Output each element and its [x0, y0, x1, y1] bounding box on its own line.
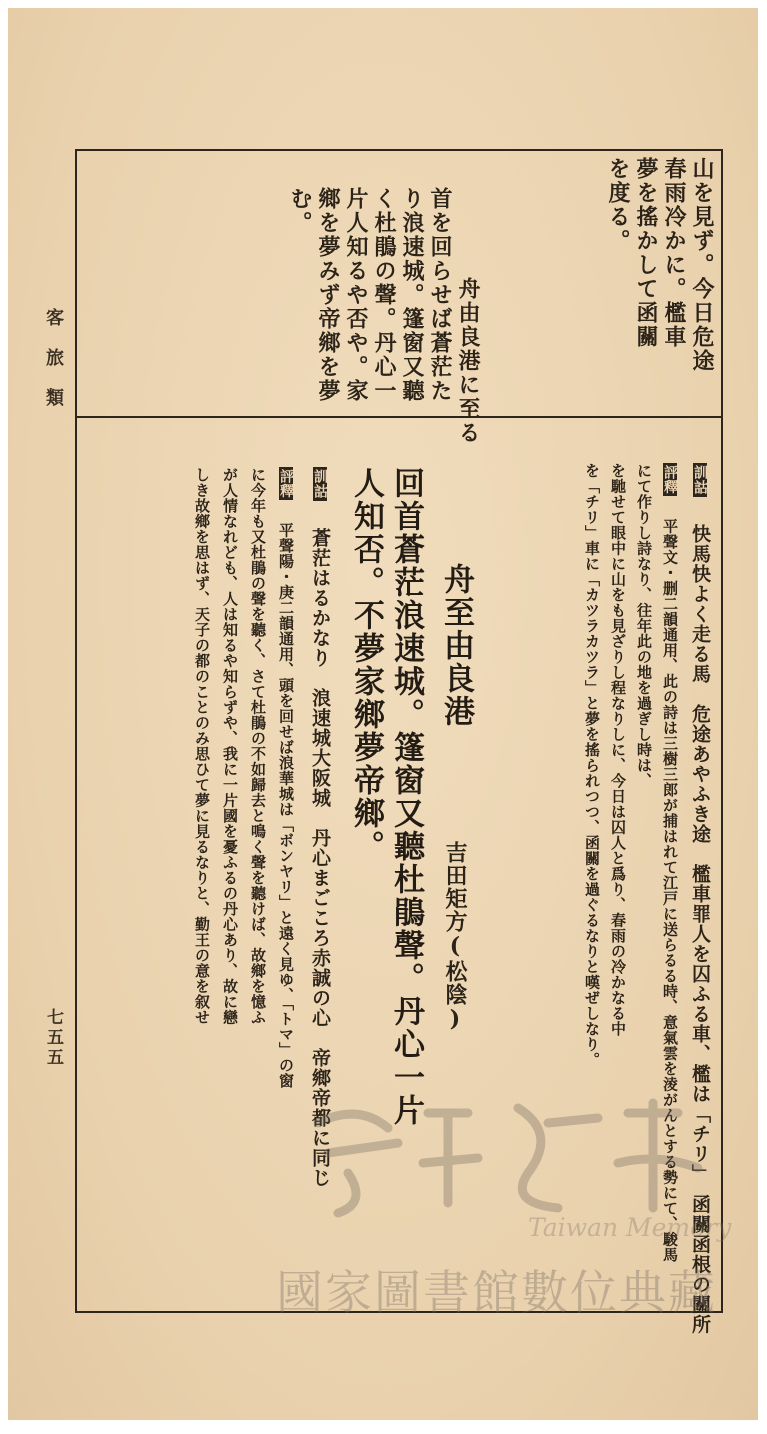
tsushaku-1-tag: 評釋 [662, 465, 678, 494]
tsushaku-1-line-4: を「チリ」車に「カツラカツラ」と夢を搖られつつ、函關を過ぐるなりと嘆ぜしなり。 [583, 463, 601, 1068]
tsushaku-1-line-3: を馳せて眼中に山をも見ざりし程なりしに、今日は囚人と爲り、春雨の冷かなる中 [609, 463, 627, 1037]
upper-line-9: 片人知るや否や。家 [343, 187, 369, 403]
page-number: 七五五 [43, 1008, 63, 1068]
tsushaku-2-text-1: 平聲陽・庚二韻通用、頭を回せば浪華城は「ボンヤリ」と遠く見ゆ、「トマ」の窗 [277, 522, 295, 1089]
kunko-2-text: 蒼茫はるかなり 浪速城大阪城 丹心まごころ赤誠の心 帝鄉帝都に同じ [309, 528, 331, 1188]
kunko-1-tag: 訓詁 [692, 465, 708, 495]
kunko-2 [310, 467, 329, 1188]
watermark-english: Taiwan Memory [528, 1213, 732, 1242]
tsushaku-2-line-1 [278, 467, 293, 1089]
kunko-1-text: 快馬快よく走る馬 危途あやふき途 檻車罪人を囚ふる車、檻は「チリ」 函關函根の關所 [689, 524, 711, 1335]
upper-line-5: 舟由良港に至る [455, 277, 481, 445]
poem-line-1: 回首蒼茫浪速城。篷窗又聽杜鵑聲。丹心一片 [388, 467, 424, 1127]
tsushaku-2-tag: 評釋 [278, 469, 294, 498]
upper-line-10: 鄉を夢みず帝鄉を夢 [315, 187, 341, 403]
watermark-logo [298, 1083, 718, 1223]
upper-line-2: 春雨冷かに。檻車 [661, 157, 687, 349]
upper-line-4: を度る。 [605, 157, 631, 253]
kunko-2-tag: 訓詁 [312, 469, 328, 499]
upper-line-6: 首を回らせば蒼茫た [427, 187, 453, 403]
upper-line-7: り浪速城。篷窗又聽 [399, 187, 425, 403]
poem-author: 吉田矩方(松陰) [442, 841, 468, 1033]
upper-line-3: 夢を搖かして函關 [633, 157, 659, 349]
poem-title: 舟至由良港 [438, 563, 474, 728]
tsushaku-1-text-1: 平聲文・删二韻通用、此の詩は三樹三郎が捕はれて江戸に送らるる時、意氣雲を淩がんとする勢にて、駿馬 [661, 518, 679, 1263]
tsushaku-2-line-4: しき故鄉を思はず、天子の都のことのみ思ひて夢に見るなりと、勤王の意を叙せ [193, 467, 211, 1025]
tsushaku-2-line-3: が人情なれども、人は知るや知らずや、我に一片國を憂ふるの丹心あり、故に戀 [221, 467, 239, 1025]
poem-line-2: 人知否。不夢家鄉夢帝鄉。 [348, 467, 384, 863]
tsushaku-2-line-2: に今年も又杜鵑の聲を聽く、さて杜鵑の不如歸去と鳴く聲を聽けば、故鄉を憶ふ [249, 467, 267, 1025]
watermark-institution: 國家圖書館數位典藏 [276, 1266, 717, 1321]
chapter-label: 客旅類 [43, 308, 64, 428]
upper-line-1: 山を見ず。今日危途 [689, 157, 715, 373]
scanned-page [8, 8, 758, 1420]
upper-line-11: む。 [287, 187, 313, 235]
upper-line-8: く杜鵑の聲。丹心一 [371, 187, 397, 403]
section-divider [77, 416, 721, 418]
tsushaku-1-line-2: にて作りし詩なり、往年此の地を過ぎし時は、 [635, 463, 653, 789]
